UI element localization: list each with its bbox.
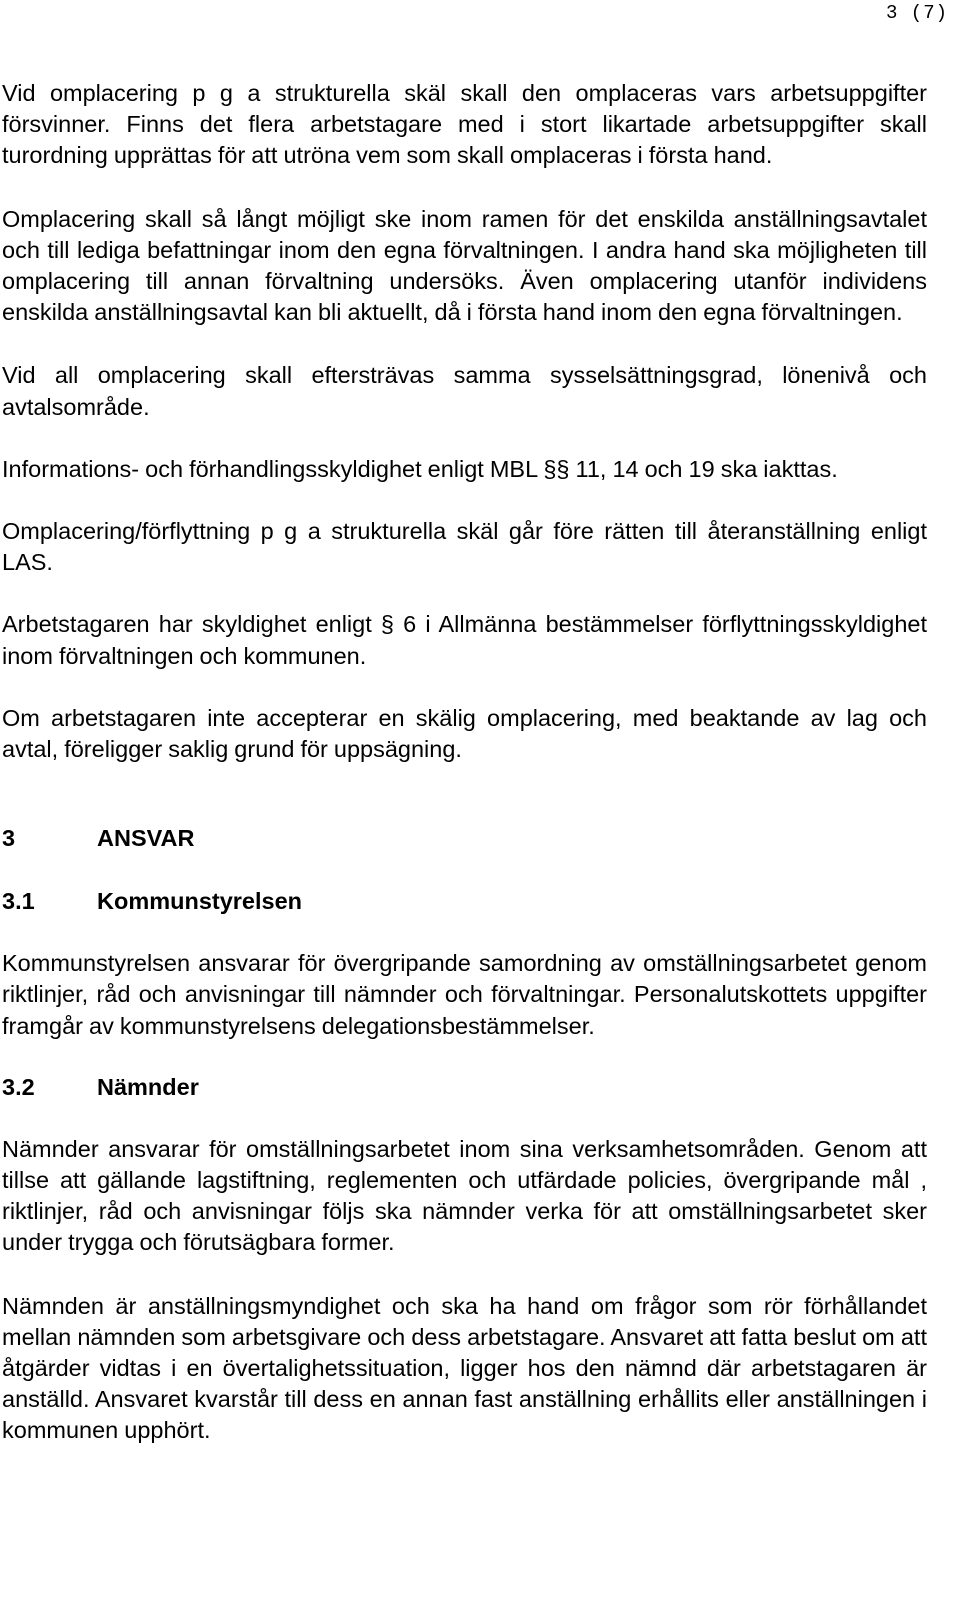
paragraph: Arbetstagaren har skyldighet enligt § 6 i Allmänna bestämmelser förflyttningsskyldighet inom förvaltningen och kommunen.	[2, 611, 927, 669]
paragraph: Kommunstyrelsen ansvarar för övergripande samordning av omställningsarbetet genom riktlinjer, råd och anvisningar till nämnder och förvaltningar. Personalutskottets uppgifter framgår av kommunstyrelsens delegationsbestämmelser.	[2, 950, 927, 1039]
paragraph: Vid all omplacering skall eftersträvas samma sysselsättningsgrad, lönenivå och avtalsområde.	[2, 362, 927, 420]
section-title: Kommunstyrelsen	[97, 888, 303, 915]
page-number: 3 (7)	[885, 2, 948, 24]
section-title: Nämnder	[97, 1073, 199, 1100]
paragraph: Nämnder ansvarar för omställningsarbetet inom sina verksamhetsområden. Genom att tillse att gällande lagstiftning, reglementen och utfärdade policies, övergripande mål , riktlinjer, råd och anvisningar följs ska nämnder verka för att omställningsarbetet sker under trygga och förutsägbara former.	[2, 1135, 927, 1256]
paragraph: Omplacering/förflyttning p g a strukturella skäl går före rätten till återanställning enligt LAS.	[2, 518, 927, 576]
paragraph: Omplacering skall så långt möjligt ske inom ramen för det enskilda anställningsavtalet och till lediga befattningar inom den egna förvaltningen. I andra hand ska möjligheten till omplacering till annan förvaltning undersöks. Även omplacering utanför individens enskilda anställningsavtal kan bli aktuellt, då i första hand inom den egna förvaltningen.	[2, 205, 927, 326]
paragraph: Vid omplacering p g a strukturella skäl skall den omplaceras vars arbetsuppgifter försvinner. Finns det flera arbetstagare med i stort likartade arbetsuppgifter skall turordning upprättas för att utröna vem som skall omplaceras i första hand.	[2, 80, 927, 169]
section-heading-ansvar	[2, 823, 927, 854]
section-heading-kommunstyrelsen	[2, 886, 927, 917]
section-number: 3.1	[2, 888, 35, 915]
section-number: 3.2	[2, 1073, 35, 1100]
paragraph: Informations- och förhandlingsskyldighet enligt MBL §§ 11, 14 och 19 ska iakttas.	[2, 455, 838, 482]
paragraph: Om arbetstagaren inte accepterar en skälig omplacering, med beaktande av lag och avtal, föreligger saklig grund för uppsägning.	[2, 704, 927, 763]
section-number: 3	[2, 825, 16, 852]
section-heading-namnder	[2, 1072, 927, 1103]
paragraph: Nämnden är anställningsmyndighet och ska ha hand om frågor som rör förhållandet mellan nämnden som arbetsgivare och dess arbetstagare. Ansvaret att fatta beslut om att åtgärder vidtas i en övertalighetssituation, ligger hos den nämnd där arbetstagaren är anställd. Ansvaret kvarstår till dess en annan fast anställning erhållits eller anställningen i kommunen upphört.	[2, 1292, 927, 1444]
document-body	[2, 78, 927, 1447]
section-title: ANSVAR	[97, 825, 195, 852]
